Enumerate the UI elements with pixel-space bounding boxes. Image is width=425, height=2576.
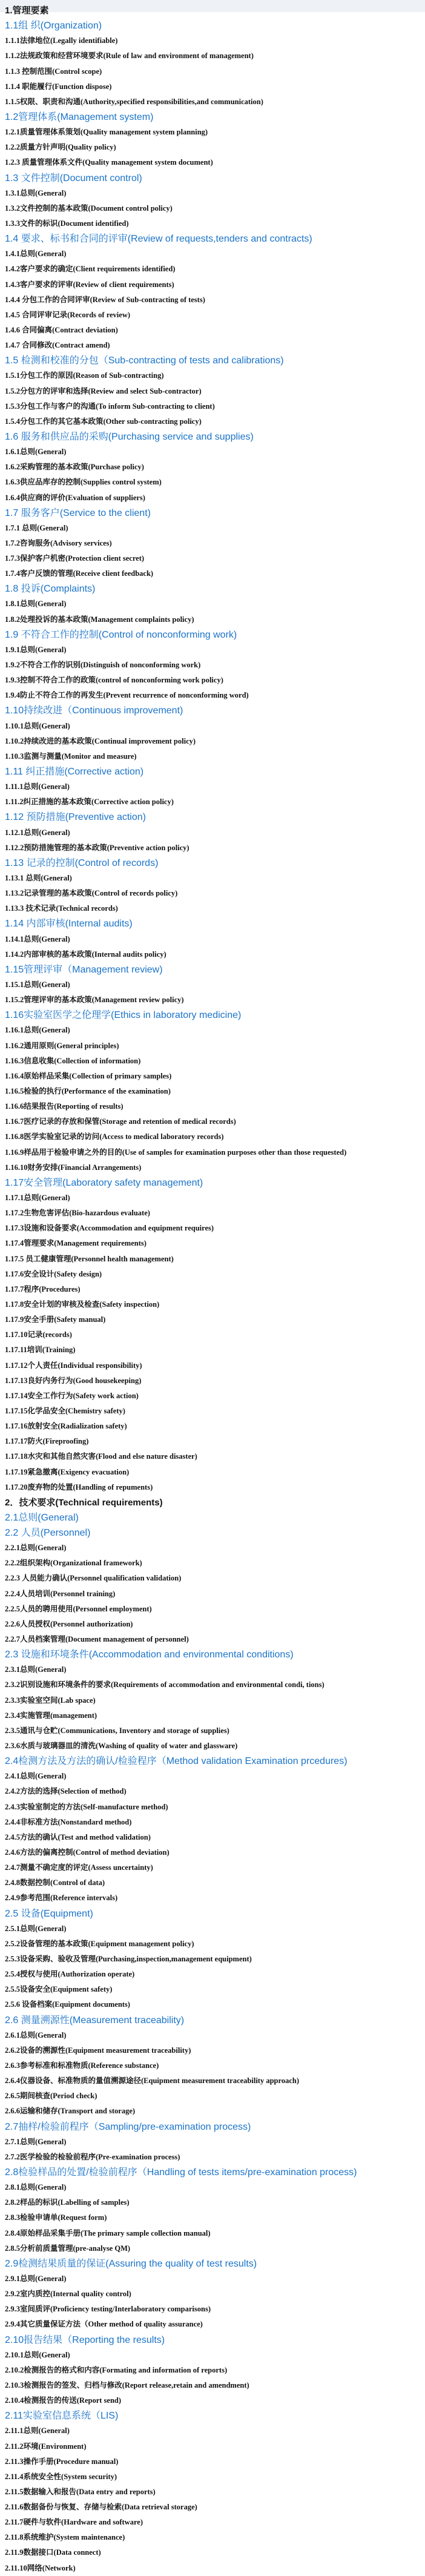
subsection-item: 1.10.3监测与测量(Monitor and measure) [5, 751, 137, 761]
subsection-item: 1.2.1质量管理体系策划(Quality management system planning) [5, 128, 208, 137]
subsection-item: 2.3.1总则(General) [5, 1665, 67, 1674]
subsection-item: 1.2.2质量方针声明(Quality policy) [5, 143, 116, 152]
subsection-item: 2.4.9参考范围(Reference intervals) [5, 1894, 118, 1903]
subsection-item: 2.11.5数据输入和报告(Data entry and reports) [5, 2487, 156, 2496]
subsection-item: 2.11.2环境(Environment) [5, 2442, 87, 2451]
subsection-item: 2.5.1总则(General) [5, 1924, 67, 1933]
subsection-item: 2.10.2检测报告的格式和内容(Formating and information of reports) [5, 2365, 228, 2374]
subsection-item: 1.17.19紧急撤离(Exigency evacuation) [5, 1467, 130, 1476]
subsection-item: 1.6.2采购管理的基本政策(Purchase policy) [5, 463, 144, 472]
section-heading: 1.17安全管理(Laboratory safety management) [5, 1177, 203, 1188]
subsection-item: 2.6.3参考标准和标准物质(Reference substance) [5, 2061, 159, 2070]
section-heading: 1.7 服务客户(Service to the client) [5, 507, 151, 518]
section-heading: 2.6 测量溯源性(Measurement traceability) [5, 2015, 185, 2026]
subsection-item: 1.17.5 员工健康管理(Personnel health management) [5, 1254, 174, 1263]
section-heading: 1.5 检测和校准的分包（Sub-contracting of tests and calibrations) [5, 355, 284, 366]
subsection-item: 1.1.2法规政策和经营环境要求(Rule of law and environment of management) [5, 51, 254, 61]
subsection-item: 2.6.6运输和储存(Transport and storage) [5, 2107, 136, 2116]
subsection-item: 1.5.4分包工作的其它基本政策(Other sub-contracting policy) [5, 417, 202, 426]
chapter-heading: 2．技术要求(Technical requirements) [5, 1497, 163, 1508]
section-heading: 2.4检测方法及方法的确认/检验程序（Method validation Examination prcedures) [5, 1756, 348, 1767]
subsection-item: 2.5.2设备管理的基本政策(Equipment management policy) [5, 1939, 194, 1948]
subsection-item: 2.4.7测量不确定度的评定(Assess uncertainty) [5, 1863, 153, 1872]
subsection-item: 1.4.2客户要求的确定(Client requirements identified) [5, 265, 176, 274]
subsection-item: 2.9.4其它质量保证方法（Other method of quality assurance) [5, 2320, 203, 2329]
subsection-item: 1.5.1分包工作的原因(Reason of Sub-contracting) [5, 371, 164, 380]
section-heading: 1.11 纠正措施(Corrective action) [5, 767, 144, 778]
subsection-item: 1.8.1总则(General) [5, 599, 67, 609]
subsection-item: 1.16.3信息收集(Collection of information) [5, 1056, 141, 1065]
section-heading: 1.16实验室医学之伦理学(Ethics in laboratory medicine) [5, 1010, 242, 1021]
subsection-item: 1.9.1总则(General) [5, 645, 67, 654]
subsection-item: 1.17.6安全设计(Safety design) [5, 1269, 102, 1278]
section-heading: 2.3 设施和环境条件(Accommodation and environmental conditions) [5, 1650, 294, 1660]
section-heading: 1.4 要求、标书和合同的评审(Review of requests,tenders and contracts) [5, 234, 312, 245]
chapter-heading: 1.管理要素 [5, 5, 49, 16]
section-heading: 1.2管理体系(Management system) [5, 111, 154, 122]
subsection-item: 2.8.3检验申请单(Request form) [5, 2213, 107, 2222]
subsection-item: 1.16.10财务安排(Financial Arrangements) [5, 1163, 142, 1172]
section-heading: 1.15管理评审（Management review) [5, 964, 163, 975]
subsection-item: 1.11.2纠正措施的基本政策(Corrective action policy) [5, 798, 174, 807]
subsection-item: 1.12.1总则(General) [5, 828, 70, 837]
subsection-item: 1.16.2通用原则(General principles) [5, 1041, 119, 1050]
subsection-item: 1.1.1法律地位(Legally identifiable) [5, 36, 118, 45]
subsection-item: 1.3.3文件的标识(Document identified) [5, 219, 129, 228]
subsection-item: 1.14.1总则(General) [5, 934, 70, 943]
subsection-item: 1.9.2不符合工作的识别(Distinguish of nonconforming work) [5, 661, 201, 670]
subsection-item: 1.16.5检验的执行(Performance of the examination) [5, 1086, 171, 1095]
subsection-item: 1.13.3 技术记录(Technical records) [5, 904, 118, 913]
subsection-item: 2.11.9数据接口(Data connect) [5, 2548, 101, 2557]
subsection-item: 1.17.3设施和设备要求(Accommodation and equipment requires) [5, 1224, 214, 1233]
subsection-item: 1.4.5 合同评审记录(Records of review) [5, 310, 131, 319]
subsection-item: 1.17.14安全工作行为(Safety work action) [5, 1391, 139, 1400]
subsection-item: 1.17.16放射安全(Radialization safety) [5, 1422, 127, 1431]
subsection-item: 2.7.1总则(General) [5, 2137, 67, 2146]
subsection-item: 1.1.4 职能履行(Function dispose) [5, 82, 112, 91]
subsection-item: 2.3.5通讯与仓贮(Communications, Inventory and storage of supplies) [5, 1726, 229, 1735]
subsection-item: 2.3.6水质与玻璃器皿的清洗(Washing of quality of water and glassware) [5, 1742, 238, 1751]
section-heading: 2.11实验室信息系统（LIS) [5, 2411, 119, 2422]
subsection-item: 2.2.3 人员能力确认(Personnel qualification validation) [5, 1574, 182, 1583]
subsection-item: 2.10.4检测报告的传送(Report send) [5, 2396, 122, 2405]
subsection-item: 1.7.4客户反馈的管理(Receive client feedback) [5, 569, 154, 578]
subsection-item: 2.6.2设备的溯源性(Equipment measurement traceability) [5, 2046, 191, 2055]
subsection-item: 2.7.2医学检验的检验前程序(Pre-examination process) [5, 2152, 180, 2161]
subsection-item: 1.14.2内部审核的基本政策(Internal audits policy) [5, 949, 166, 959]
section-heading: 1.6 服务和供应品的采购(Purchasing service and supplies) [5, 431, 254, 442]
subsection-item: 1.4.1总则(General) [5, 249, 67, 259]
subsection-item: 1.4.4 分包工作的合同评审(Review of Sub-contracting of tests) [5, 295, 205, 304]
subsection-item: 2.9.3室间质评(Proficiency testing/Interlaboratory comparisons) [5, 2305, 211, 2314]
subsection-item: 2.5.6 设备档案(Equipment documents) [5, 2000, 130, 2009]
subsection-item: 1.16.7医疗记录的存放和保管(Storage and retention of medical records) [5, 1117, 236, 1126]
subsection-item: 2.8.4原始样品采集手册(The primary sample collection manual) [5, 2228, 211, 2237]
subsection-item: 1.11.1总则(General) [5, 782, 70, 791]
subsection-item: 1.17.4管理要求(Management requirements) [5, 1239, 147, 1248]
subsection-item: 1.17.12个人责任(Individual responsibility) [5, 1361, 142, 1370]
subsection-item: 1.4.3客户要求的评审(Review of client requirements) [5, 280, 174, 289]
subsection-item: 1.9.3控制不符合工作的政策(control of nonconforming work policy) [5, 676, 223, 685]
subsection-item: 2.11.1总则(General) [5, 2426, 70, 2436]
subsection-item: 2.3.4实施管理(management) [5, 1711, 97, 1720]
subsection-item: 2.4.4非标准方法(Nonstandard method) [5, 1817, 132, 1826]
subsection-item: 1.4.7 合同修改(Contract amend) [5, 341, 110, 350]
section-heading: 1.12 预防措施(Preventive action) [5, 812, 146, 823]
subsection-item: 1.8.2处理投诉的基本政策(Management complaints policy) [5, 615, 194, 624]
subsection-item: 1.1.3 控制范围(Control scope) [5, 67, 102, 76]
subsection-item: 1.7.2咨询服务(Advisory services) [5, 538, 112, 547]
subsection-item: 2.9.2室内质控(Internal quality control) [5, 2290, 131, 2299]
section-heading: 2.1总则(General) [5, 1512, 79, 1523]
subsection-item: 1.9.4防止不符合工作的再发生(Prevent recurrence of nonconforming word) [5, 691, 249, 700]
subsection-item: 1.5.2分包方的评审和选择(Review and select Sub-contractor) [5, 386, 202, 395]
subsection-item: 1.2.3 质量管理体系文件(Quality management system document) [5, 158, 213, 167]
subsection-item: 1.17.18水灾和其他自然灾害(Flood and else nature disaster) [5, 1452, 197, 1461]
subsection-item: 1.17.11培训(Training) [5, 1346, 76, 1355]
section-heading: 2.7抽样/检验前程序（Sampling/pre-examination process) [5, 2121, 251, 2132]
section-heading: 1.14 内部审核(Internal audits) [5, 919, 133, 930]
subsection-item: 1.17.15化学品安全(Chemistry safety) [5, 1406, 125, 1415]
subsection-item: 1.1.5权限、职责和沟通(Authority,specified responsibilities,and communication) [5, 97, 263, 106]
subsection-item: 2.4.3实验室制定的方法(Self-manufacture method) [5, 1802, 168, 1811]
subsection-item: 1.17.13良好内务行为(Good housekeeping) [5, 1376, 142, 1385]
subsection-item: 1.17.17防火(Fireproofing) [5, 1437, 89, 1446]
subsection-item: 2.11.10网络(Network) [5, 2563, 76, 2572]
subsection-item: 1.6.3供应品库存的控制(Supplies control system) [5, 478, 162, 487]
subsection-item: 1.3.1总则(General) [5, 188, 67, 197]
subsection-item: 2.10.3检测报告的签发、归档与修改(Report release,retain and amendment) [5, 2380, 249, 2389]
subsection-item: 1.6.1总则(General) [5, 447, 67, 457]
subsection-item: 1.17.20废弃物的处置(Handling of repuments) [5, 1482, 153, 1491]
subsection-item: 1.17.10记录(records) [5, 1330, 72, 1339]
subsection-item: 2.10.1总则(General) [5, 2350, 70, 2359]
subsection-item: 2.6.1总则(General) [5, 2030, 67, 2039]
subsection-item: 2.2.2组织架构(Organizational framework) [5, 1559, 142, 1568]
subsection-item: 2.4.8数据控制(Control of data) [5, 1878, 105, 1887]
section-heading: 2.5 设备(Equipment) [5, 1908, 93, 1919]
subsection-item: 1.15.2管理评审的基本政策(Management review policy) [5, 996, 184, 1005]
section-heading: 2.8检验样品的处置/检验前程序（Handling of tests items/pre-examination process) [5, 2167, 357, 2178]
subsection-item: 2.5.3设备采购、验收及管理(Purchasing,inspection,management equipment) [5, 1955, 252, 1963]
subsection-item: 2.3.3实验室空间(Lab space) [5, 1696, 96, 1705]
subsection-item: 2.6.4仪器设备、标准物质的量值溯源途径(Equipment measurement traceability approach) [5, 2076, 299, 2086]
subsection-item: 1.13.1 总则(General) [5, 874, 72, 883]
subsection-item: 2.5.4授权与使用(Authorization operate) [5, 1970, 135, 1979]
subsection-item: 2.11.4系统安全性(System security) [5, 2472, 117, 2481]
subsection-item: 2.2.5人员的聘用使用(Personnel employment) [5, 1604, 152, 1613]
section-heading: 1.8 投诉(Complaints) [5, 584, 96, 595]
subsection-item: 1.10.2持续改进的基本政策(Continual improvement policy) [5, 736, 196, 745]
subsection-item: 2.11.7硬件与软件(Hardware and software) [5, 2518, 143, 2527]
subsection-item: 2.8.5分析前质量管理(pre-analyse QM) [5, 2244, 131, 2253]
subsection-item: 2.4.1总则(General) [5, 1772, 67, 1781]
subsection-item: 2.6.5期间核查(Period check) [5, 2092, 97, 2101]
subsection-item: 1.16.9样品用于检验申请之外的目的(Use of samples for examination purposes other than those requested) [5, 1148, 347, 1157]
subsection-item: 2.11.6数据备份与恢复、存储与检索(Data retrieval storage) [5, 2503, 197, 2512]
section-heading: 2.9检测结果质量的保证(Assuring the quality of test results) [5, 2258, 257, 2269]
subsection-item: 1.13.2记录管理的基本政策(Control of records policy) [5, 889, 178, 898]
subsection-item: 1.16.8医学实验室记录的访问(Access to medical laboratory records) [5, 1132, 224, 1141]
subsection-item: 1.17.7程序(Procedures) [5, 1284, 81, 1293]
section-heading: 1.10持续改进（Continuous improvement) [5, 705, 183, 716]
subsection-item: 2.5.5设备安全(Equipment safety) [5, 1985, 113, 1994]
subsection-item: 1.6.4供应商的评价(Evaluation of suppliers) [5, 493, 145, 502]
subsection-item: 1.12.2预防措施管理的基本政策(Preventive action policy) [5, 843, 189, 852]
section-heading: 1.13 记录的控制(Control of records) [5, 857, 159, 868]
section-heading: 2.10报告结果（Reporting the results) [5, 2334, 165, 2345]
section-heading: 1.3 文件控制(Document control) [5, 173, 142, 183]
subsection-item: 1.3.2文件控制的基本政策(Document control policy) [5, 203, 173, 213]
subsection-item: 2.4.2方法的选择(Selection of method) [5, 1787, 127, 1796]
subsection-item: 2.2.1总则(General) [5, 1544, 67, 1553]
subsection-item: 1.4.6 合同偏离(Contract deviation) [5, 325, 118, 334]
subsection-item: 2.2.4人员培训(Personnel training) [5, 1589, 116, 1598]
subsection-item: 1.16.6结果报告(Reporting of results) [5, 1102, 124, 1111]
section-heading: 1.1组 织(Organization) [5, 21, 102, 31]
subsection-item: 1.17.9安全手册(Safety manual) [5, 1315, 106, 1324]
subsection-item: 2.2.7人员档案管理(Document management of personnel) [5, 1635, 189, 1644]
subsection-item: 2.4.5方法的确认(Test and method validation) [5, 1832, 151, 1841]
subsection-item: 2.4.6方法的偏离控制(Control of method deviation) [5, 1848, 170, 1857]
section-heading: 1.9 不符合工作的控制(Control of nonconforming work) [5, 629, 237, 640]
subsection-item: 2.11.3操作手册(Procedure manual) [5, 2457, 119, 2466]
subsection-item: 2.9.1总则(General) [5, 2274, 67, 2283]
subsection-item: 1.5.3分包工作与客户的沟通(To inform Sub-contracting to client) [5, 401, 215, 411]
subsection-item: 2.8.1总则(General) [5, 2183, 67, 2192]
subsection-item: 1.16.1总则(General) [5, 1026, 70, 1035]
subsection-item: 1.16.4原始样品采集(Collection of primary samples) [5, 1071, 172, 1080]
subsection-item: 2.8.2样品的标识(Labelling of samples) [5, 2198, 130, 2207]
subsection-item: 1.10.1总则(General) [5, 721, 70, 730]
subsection-item: 1.17.2生物危害评估(Bio-hazardous evaluate) [5, 1209, 150, 1218]
subsection-item: 1.17.8安全计划的审核及检查(Safety inspection) [5, 1300, 160, 1309]
subsection-item: 2.2.6人员授权(Personnel authorization) [5, 1619, 133, 1628]
subsection-item: 1.15.1总则(General) [5, 980, 70, 989]
subsection-item: 2.3.2识别设施和环境条件的要求(Requirements of accommodation and environmental condi, tions) [5, 1680, 325, 1689]
subsection-item: 1.7.1 总则(General) [5, 523, 68, 532]
subsection-item: 1.7.3保护客户机密(Protection client secret) [5, 554, 145, 563]
subsection-item: 1.17.1总则(General) [5, 1193, 70, 1202]
subsection-item: 2.11.8系统维护(System maintenance) [5, 2533, 125, 2542]
section-heading: 2.2 人员(Personnel) [5, 1528, 91, 1539]
